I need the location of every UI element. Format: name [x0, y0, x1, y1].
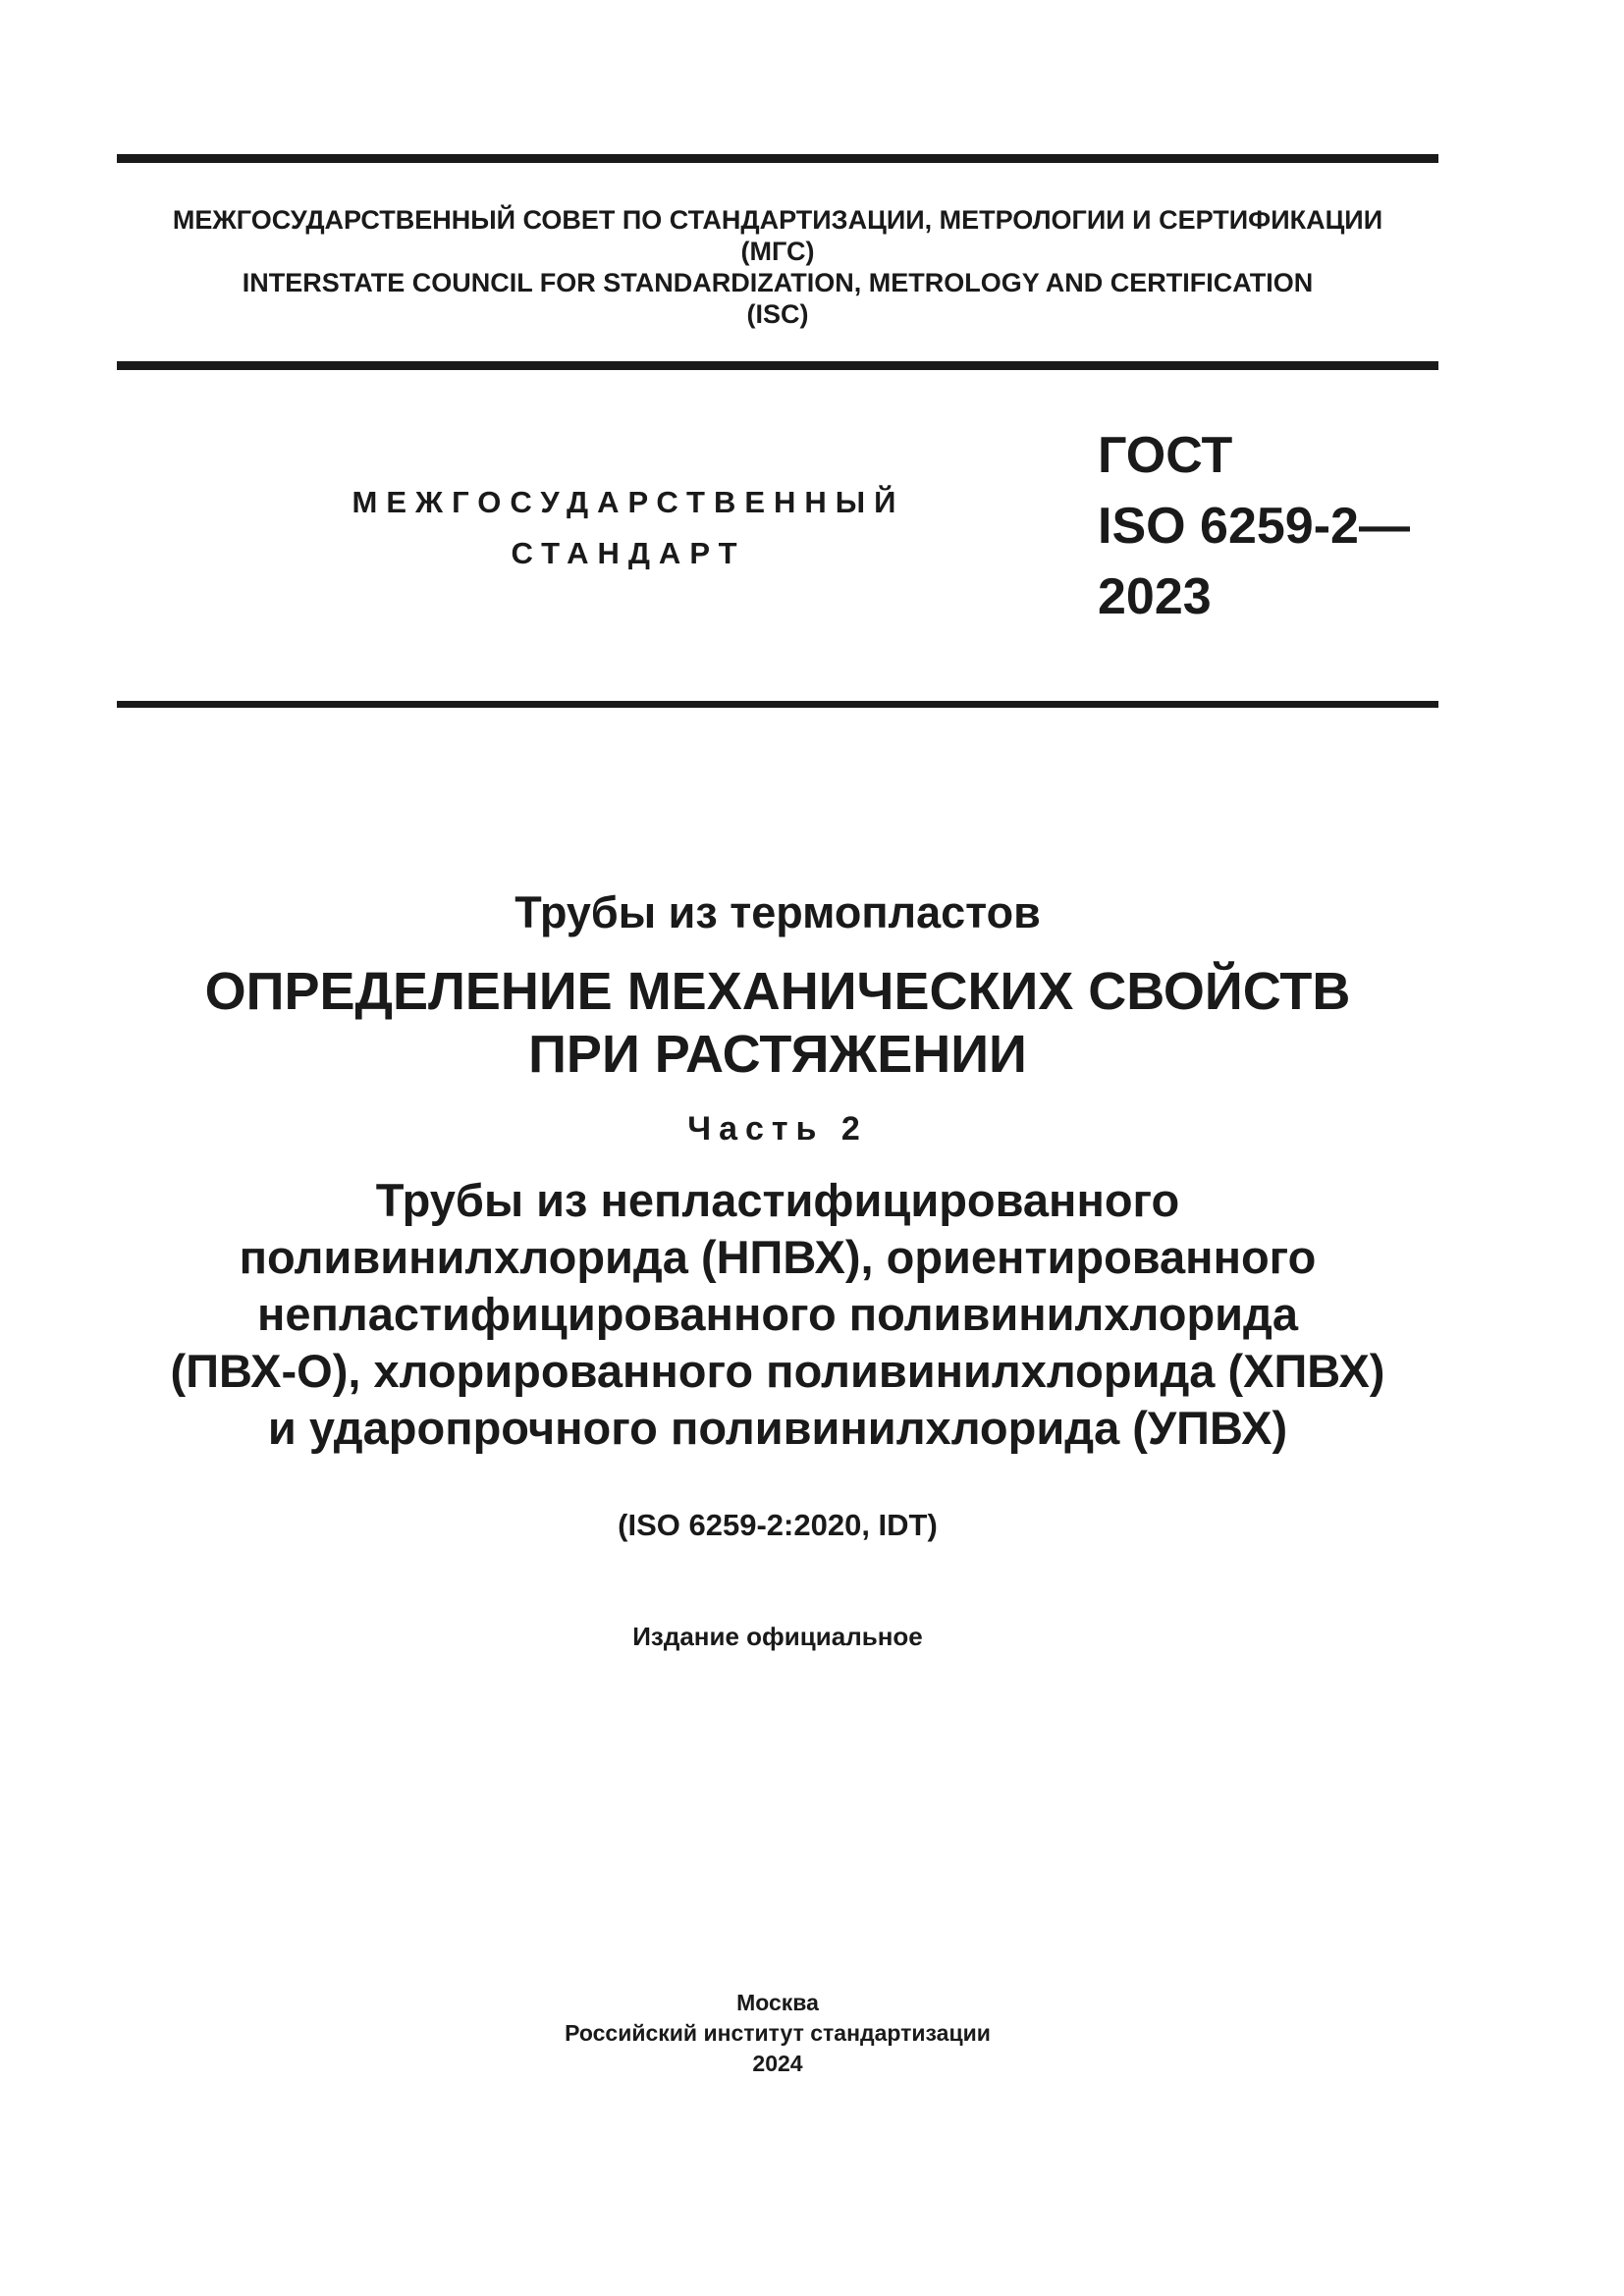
- council-name-ru: МЕЖГОСУДАРСТВЕННЫЙ СОВЕТ ПО СТАНДАРТИЗАЦИИ, МЕТРОЛОГИИ И СЕРТИФИКАЦИИ: [172, 205, 1383, 235]
- title-main-line: ПРИ РАСТЯЖЕНИИ: [528, 1025, 1027, 1084]
- iso-reference: (ISO 6259-2:2020, IDT): [618, 1508, 938, 1542]
- standard-type-line2: СТАНДАРТ: [511, 536, 746, 570]
- council-name-en: INTERSTATE COUNCIL FOR STANDARDIZATION, METROLOGY AND CERTIFICATION: [242, 268, 1314, 297]
- middle-rule: [117, 361, 1438, 370]
- standard-type: [295, 477, 962, 579]
- subtitle-line: поливинилхлорида (НПВХ), ориентированного: [239, 1231, 1317, 1283]
- bottom-rule: [117, 701, 1438, 708]
- subtitle-line: непластифицированного поливинилхлорида: [256, 1288, 1299, 1340]
- publisher-block: [117, 1988, 1438, 2079]
- title-part: Часть 2: [687, 1110, 868, 1148]
- standard-designation: [1098, 420, 1410, 632]
- standard-type-line1: МЕЖГОСУДАРСТВЕННЫЙ: [352, 485, 905, 519]
- edition-note: Издание официальное: [632, 1622, 923, 1651]
- publisher-city: Москва: [736, 1990, 819, 2015]
- document-title: [117, 883, 1438, 1457]
- subtitle-line: и ударопрочного поливинилхлорида (УПВХ): [267, 1402, 1288, 1454]
- council-header: [117, 204, 1438, 330]
- top-rule: [117, 154, 1438, 163]
- designation-line2: ISO 6259-2—: [1098, 498, 1410, 555]
- publisher-organization: Российский институт стандартизации: [565, 2020, 991, 2046]
- subtitle-line: (ПВХ-О), хлорированного поливинилхлорида (ХПВХ): [170, 1345, 1385, 1397]
- title-subtitle: [117, 1172, 1438, 1457]
- council-abbr-ru: (МГС): [740, 237, 815, 266]
- title-main-line: ОПРЕДЕЛЕНИЕ МЕХАНИЧЕСКИХ СВОЙСТВ: [204, 962, 1351, 1021]
- publication-year: 2024: [752, 2051, 803, 2076]
- designation-line1: ГОСТ: [1098, 427, 1233, 484]
- designation-line3: 2023: [1098, 568, 1212, 625]
- title-lead: Трубы из термопластов: [514, 887, 1041, 937]
- council-abbr-en: (ISC): [746, 299, 809, 329]
- title-main: [117, 960, 1438, 1086]
- subtitle-line: Трубы из непластифицированного: [375, 1174, 1180, 1226]
